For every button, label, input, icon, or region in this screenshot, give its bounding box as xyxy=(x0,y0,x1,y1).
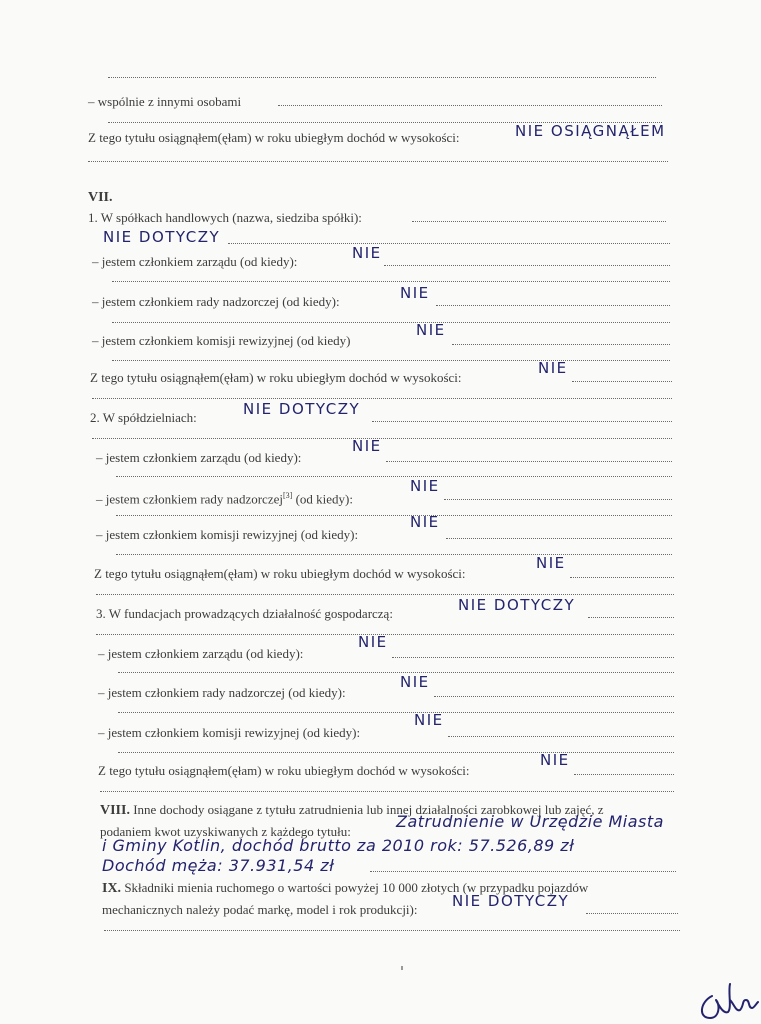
dotted-line xyxy=(116,515,672,516)
p1-supervisory-value: NIE xyxy=(400,284,430,302)
dotted-line xyxy=(436,305,670,306)
p1-value: NIE DOTYCZY xyxy=(103,228,221,246)
dotted-line xyxy=(92,438,672,439)
dotted-line xyxy=(370,871,676,872)
p3-audit-label: – jestem członkiem komisji rewizyjnej (od kiedy): xyxy=(98,725,361,740)
vi-income-value: NIE OSIĄGNĄŁEM xyxy=(515,122,666,140)
section-viii-text2: podaniem kwot uzyskiwanych z każdego tytułu: xyxy=(100,824,351,839)
p2-audit-value: NIE xyxy=(410,513,440,531)
dotted-line xyxy=(278,105,662,106)
dotted-line xyxy=(108,77,656,78)
p1-board-label: – jestem członkiem zarządu (od kiedy): xyxy=(92,254,298,269)
dotted-line xyxy=(412,221,666,222)
dotted-line xyxy=(386,461,672,462)
dotted-line xyxy=(574,774,674,775)
section-viii-text1: Inne dochody osiągane z tytułu zatrudnienia lub innej działalności zarobkowej lub zajęć, z xyxy=(133,802,604,817)
dotted-line xyxy=(112,281,670,282)
section-ix-heading: IX. xyxy=(102,881,122,896)
dotted-line xyxy=(588,617,674,618)
scan-speck xyxy=(401,966,403,970)
dotted-line xyxy=(116,476,672,477)
p3-board-value: NIE xyxy=(358,633,388,651)
jointly-label: – wspólnie z innymi osobami xyxy=(88,94,242,109)
p2-supervisory-label xyxy=(96,488,353,507)
p2-income-label: Z tego tytułu osiągnąłem(ęłam) w roku ubiegłym dochód w wysokości: xyxy=(94,566,466,581)
p2-label: 2. W spółdzielniach: xyxy=(90,410,197,425)
p3-label: 3. W fundacjach prowadzących działalność gospodarczą: xyxy=(96,606,393,621)
p2-board-value: NIE xyxy=(352,437,382,455)
viii-hw-line2: i Gminy Kotlin, dochód brutto za 2010 rok: 57.526,89 zł xyxy=(102,836,575,855)
p2-board-label: – jestem członkiem zarządu (od kiedy): xyxy=(96,450,302,465)
footnote-marker: [3] xyxy=(282,491,293,500)
dotted-line xyxy=(392,657,674,658)
p3-supervisory-value: NIE xyxy=(400,673,430,691)
p2-audit-label: – jestem członkiem komisji rewizyjnej (od kiedy): xyxy=(96,527,359,542)
p1-income-label: Z tego tytułu osiągnąłem(ęłam) w roku ubiegłym dochód w wysokości: xyxy=(90,370,462,385)
dotted-line xyxy=(586,913,678,914)
dotted-line xyxy=(88,161,668,162)
dotted-line xyxy=(446,538,672,539)
dotted-line xyxy=(572,381,672,382)
ix-value: NIE DOTYCZY xyxy=(452,892,570,910)
p3-supervisory-label: – jestem członkiem rady nadzorczej (od kiedy): xyxy=(98,685,346,700)
dotted-line xyxy=(452,344,670,345)
p2-supervisory-suffix: (od kiedy): xyxy=(295,491,353,507)
p2-supervisory-text: – jestem członkiem rady nadzorczej xyxy=(96,491,283,507)
p3-audit-value: NIE xyxy=(414,711,444,729)
dotted-line xyxy=(116,554,672,555)
p3-board-label: – jestem członkiem zarządu (od kiedy): xyxy=(98,646,304,661)
dotted-line xyxy=(384,265,670,266)
dotted-line xyxy=(372,421,672,422)
dotted-line xyxy=(96,594,674,595)
p2-value: NIE DOTYCZY xyxy=(243,400,361,418)
p1-audit-label: – jestem członkiem komisji rewizyjnej (od kiedy) xyxy=(92,333,351,348)
dotted-line xyxy=(118,672,674,673)
dotted-line xyxy=(448,736,674,737)
section-ix-text2: mechanicznych należy podać markę, model i rok produkcji): xyxy=(102,902,418,917)
dotted-line xyxy=(118,712,674,713)
p3-income-label: Z tego tytułu osiągnąłem(ęłam) w roku ubiegłym dochód w wysokości: xyxy=(98,763,470,778)
section-vii-heading: VII. xyxy=(88,190,113,205)
p2-supervisory-value: NIE xyxy=(410,477,440,495)
dotted-line xyxy=(434,696,674,697)
dotted-line xyxy=(228,243,670,244)
dotted-line xyxy=(100,791,674,792)
p1-supervisory-label: – jestem członkiem rady nadzorczej (od kiedy): xyxy=(92,294,340,309)
p1-board-value: NIE xyxy=(352,244,382,262)
dotted-line xyxy=(444,499,672,500)
viii-hw-line3: Dochód męża: 37.931,54 zł xyxy=(102,856,335,875)
section-ix-text1: Składniki mienia ruchomego o wartości powyżej 10 000 złotych (w przypadku pojazdów xyxy=(124,880,589,895)
dotted-line xyxy=(112,322,670,323)
viii-hw-line1: Zatrudnienie w Urzędzie Miasta xyxy=(396,812,664,831)
p1-income-value: NIE xyxy=(538,359,568,377)
p3-income-value: NIE xyxy=(540,751,570,769)
dotted-line xyxy=(118,752,674,753)
signature-mark xyxy=(690,974,760,1024)
p1-label: 1. W spółkach handlowych (nazwa, siedziba spółki): xyxy=(88,210,362,225)
vi-income-label: Z tego tytułu osiągnąłem(ęłam) w roku ubiegłym dochód w wysokości: xyxy=(88,130,460,145)
p1-audit-value: NIE xyxy=(416,321,446,339)
dotted-line xyxy=(104,930,680,931)
dotted-line xyxy=(112,360,670,361)
dotted-line xyxy=(570,577,674,578)
section-viii-heading: VIII. xyxy=(100,803,130,818)
dotted-line xyxy=(92,398,672,399)
p2-income-value: NIE xyxy=(536,554,566,572)
p3-value: NIE DOTYCZY xyxy=(458,596,576,614)
